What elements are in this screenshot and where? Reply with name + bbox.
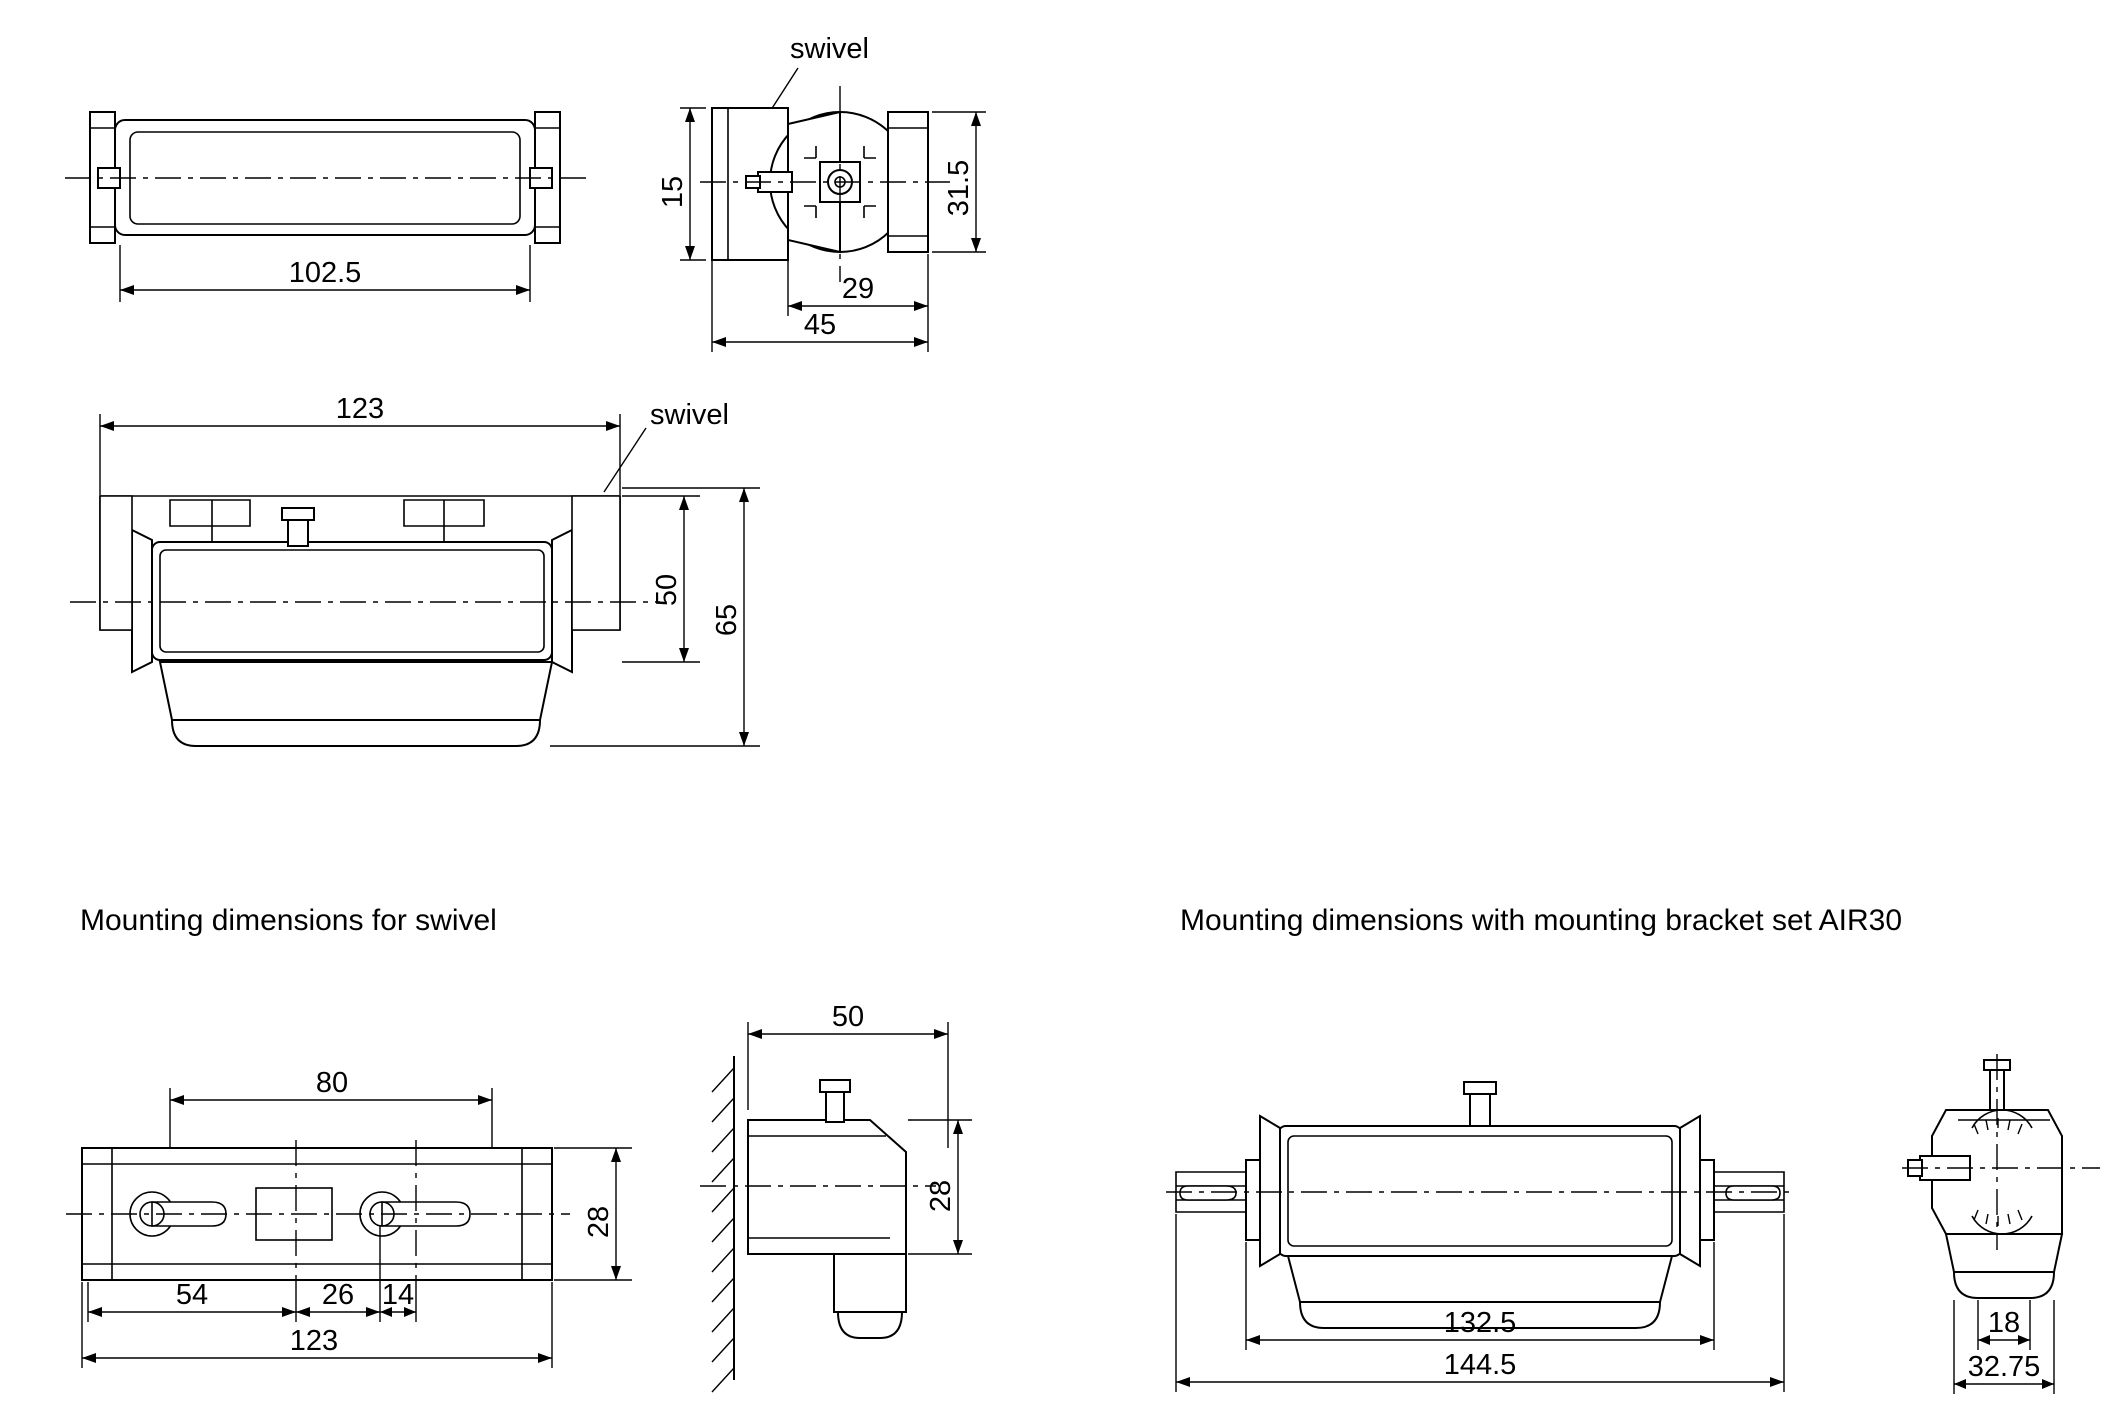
dim-132-5: 132.5 <box>1443 1307 1517 1339</box>
label-swivel-top: swivel <box>790 33 869 65</box>
bracket-side-view <box>1900 1050 2126 1410</box>
dim-32-75: 32.75 <box>1967 1351 2041 1383</box>
dim-65: 65 <box>711 603 743 637</box>
dim-144-5: 144.5 <box>1443 1349 1517 1381</box>
dim-50: 50 <box>651 573 683 607</box>
label-swivel-front: swivel <box>650 399 729 431</box>
dim-54: 54 <box>175 1279 209 1311</box>
device-end-view <box>640 20 1200 400</box>
dim-14: 14 <box>381 1279 415 1311</box>
dim-28-side: 28 <box>925 1179 957 1213</box>
section-title-bracket: Mounting dimensions with mounting bracket set AIR30 <box>1180 904 1903 937</box>
dim-26: 26 <box>321 1279 355 1311</box>
dim-50-side: 50 <box>831 1001 865 1033</box>
dim-102-5: 102.5 <box>288 257 362 289</box>
section-title-swivel: Mounting dimensions for swivel <box>80 904 497 937</box>
dim-80: 80 <box>315 1067 349 1099</box>
dim-31-5: 31.5 <box>943 159 975 217</box>
swivel-plate-view <box>60 1030 760 1400</box>
dim-45: 45 <box>803 309 837 341</box>
bracket-front-view <box>1160 1050 1800 1410</box>
dim-123: 123 <box>335 393 385 425</box>
device-top-view <box>60 90 660 340</box>
device-front-view <box>60 380 840 800</box>
dim-29: 29 <box>841 273 875 305</box>
dim-18: 18 <box>1987 1307 2021 1339</box>
swivel-side-view <box>690 1000 1110 1400</box>
dim-15: 15 <box>657 175 689 209</box>
dim-123-plate: 123 <box>289 1325 339 1357</box>
dim-28-plate: 28 <box>583 1205 615 1239</box>
